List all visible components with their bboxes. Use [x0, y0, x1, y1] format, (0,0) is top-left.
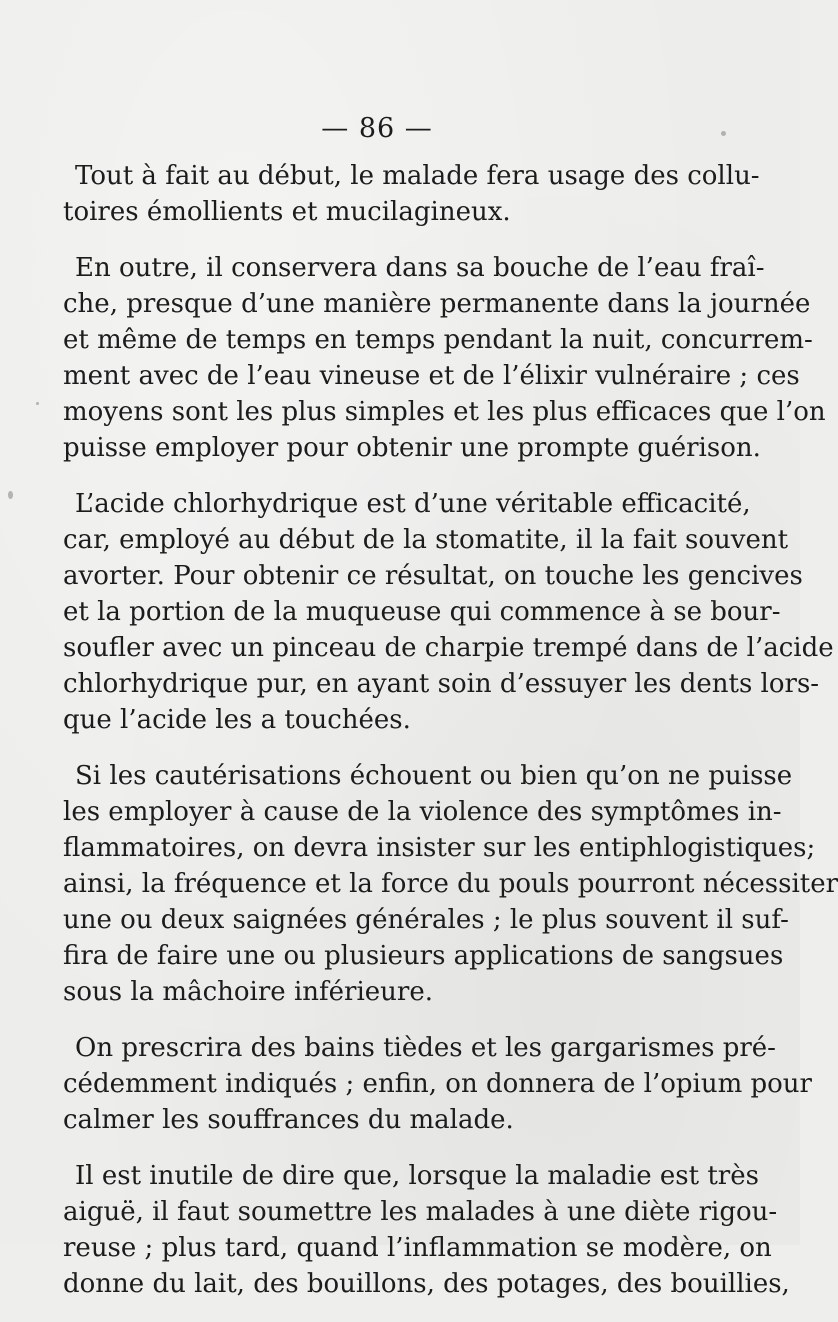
text-line: ment avec de l’eau vineuse et de l’élixir vulnéraire ; ces: [63, 361, 800, 391]
text-line: sous la mâchoire inférieure.: [63, 977, 433, 1007]
text-line: que l’acide les a touchées.: [63, 705, 411, 735]
text-line: On prescrira des bains tièdes et les gargarismes pré-: [75, 1033, 776, 1063]
text-line: donne du lait, des bouillons, des potages, des bouillies,: [63, 1269, 790, 1299]
text-line: reuse ; plus tard, quand l’inflammation se modère, on: [63, 1233, 772, 1263]
text-line: Si les cautérisations échouent ou bien qu’on ne puisse: [75, 761, 793, 791]
text-line: avorter. Pour obtenir ce résultat, on touche les gencives: [63, 561, 803, 591]
text-line: calmer les souffrances du malade.: [63, 1105, 514, 1135]
text-line: moyens sont les plus simples et les plus efficaces que l’on: [63, 397, 826, 427]
paragraph: [63, 158, 760, 230]
text-line: ainsi, la fréquence et la force du pouls pourront nécessiter: [63, 869, 838, 899]
text-line: fira de faire une ou plusieurs applications de sangsues: [63, 941, 784, 971]
text-line: puisse employer pour obtenir une prompte guérison.: [63, 433, 761, 463]
paragraph: [63, 758, 838, 1010]
text-line: cédemment indiqués ; enfin, on donnera de l’opium pour: [63, 1069, 812, 1099]
text-line: che, presque d’une manière permanente dans la journée: [63, 289, 811, 319]
text-line: les employer à cause de la violence des symptômes in-: [63, 797, 782, 827]
paragraph: [63, 250, 826, 466]
text-line: L’acide chlorhydrique est d’une véritable efficacité,: [75, 489, 751, 519]
paragraph: [63, 1030, 812, 1138]
ink-speck: [8, 491, 13, 499]
text-line: flammatoires, on devra insister sur les entiphlogistiques;: [63, 833, 816, 863]
ink-speck: [36, 402, 39, 405]
body-text: [63, 158, 838, 1322]
text-line: soufler avec un pinceau de charpie trempé dans de l’acide: [63, 633, 834, 663]
text-line: et même de temps en temps pendant la nuit, concurrem-: [63, 325, 813, 355]
text-line: et la portion de la muqueuse qui commence à se bour-: [63, 597, 781, 627]
text-line: une ou deux saignées générales ; le plus souvent il suf-: [63, 905, 789, 935]
text-line: aiguë, il faut soumettre les malades à une diète rigou-: [63, 1197, 778, 1227]
paragraph: [63, 486, 834, 738]
text-line: En outre, il conservera dans sa bouche de l’eau fraî-: [75, 253, 765, 283]
text-line: Tout à fait au début, le malade fera usage des collu-: [75, 161, 760, 191]
text-line: Il est inutile de dire que, lorsque la maladie est très: [75, 1161, 759, 1191]
paragraph: [63, 1158, 790, 1302]
ink-speck: [721, 131, 726, 136]
page-number: — 86 —: [321, 113, 433, 144]
text-line: chlorhydrique pur, en ayant soin d’essuyer les dents lors-: [63, 669, 820, 699]
text-line: toires émollients et mucilagineux.: [63, 197, 511, 227]
text-line: car, employé au début de la stomatite, il la fait souvent: [63, 525, 789, 555]
